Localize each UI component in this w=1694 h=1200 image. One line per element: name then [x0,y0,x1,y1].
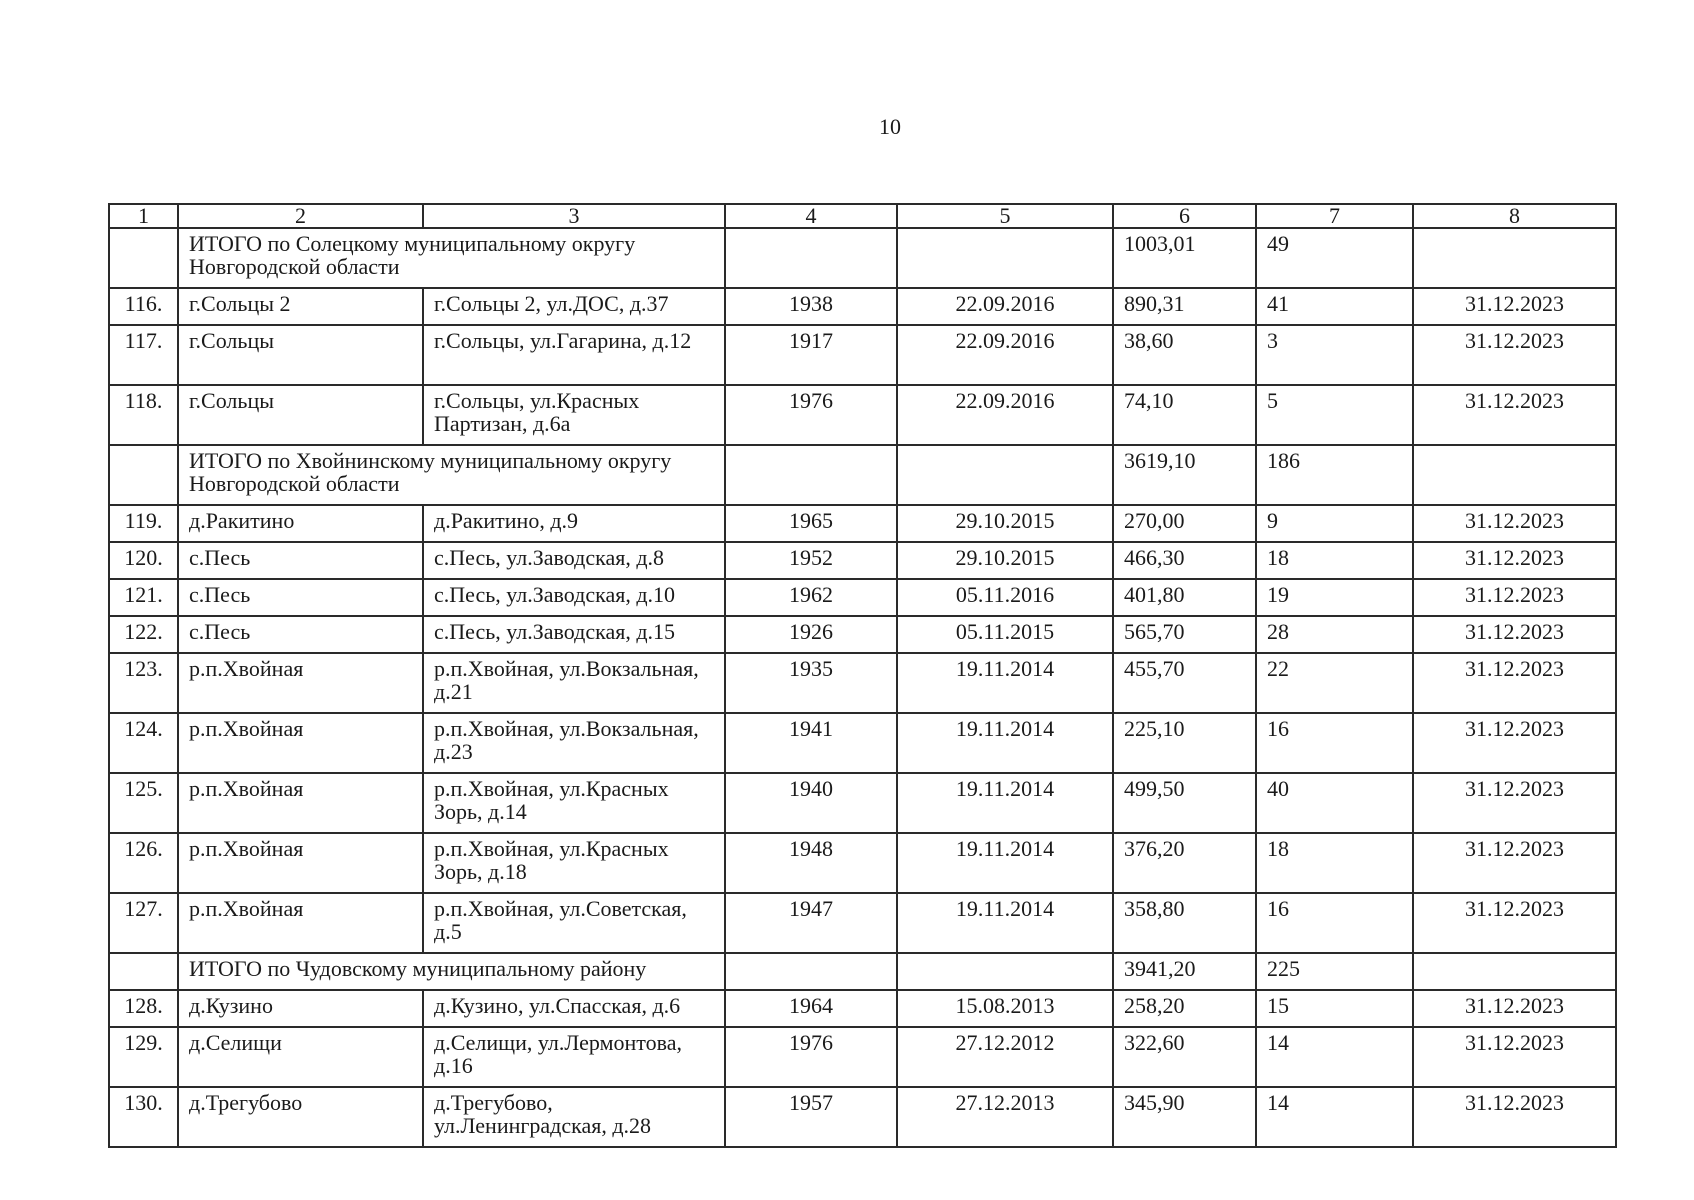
year-cell: 1965 [725,505,897,542]
area-cell: 225,10 [1113,713,1256,773]
year-cell: 1935 [725,653,897,713]
deadline-cell: 31.12.2023 [1413,1087,1616,1147]
settlement-cell: р.п.Хвойная [178,833,423,893]
table-row [109,616,1616,653]
address-cell: с.Песь, ул.Заводская, д.10 [423,579,725,616]
subtotal-label: ИТОГО по Солецкому муниципальному округу Новгородской области [178,228,725,288]
date-cell: 22.09.2016 [897,325,1113,385]
count-cell: 19 [1256,579,1413,616]
deadline-cell: 31.12.2023 [1413,325,1616,385]
address-cell: с.Песь, ул.Заводская, д.8 [423,542,725,579]
row-number-cell: 125. [109,773,178,833]
deadline-cell [1413,953,1616,990]
settlement-cell: р.п.Хвойная [178,713,423,773]
count-cell: 5 [1256,385,1413,445]
year-cell [725,228,897,288]
deadline-cell: 31.12.2023 [1413,385,1616,445]
column-number-row [109,204,1616,228]
date-cell [897,953,1113,990]
row-number-cell: 128. [109,990,178,1027]
year-cell: 1938 [725,288,897,325]
settlement-cell: г.Сольцы [178,325,423,385]
year-cell: 1952 [725,542,897,579]
settlement-cell: г.Сольцы 2 [178,288,423,325]
address-cell: р.п.Хвойная, ул.Вокзальная, д.21 [423,653,725,713]
deadline-cell: 31.12.2023 [1413,288,1616,325]
count-cell: 28 [1256,616,1413,653]
address-cell: р.п.Хвойная, ул.Красных Зорь, д.14 [423,773,725,833]
date-cell: 05.11.2015 [897,616,1113,653]
area-cell: 376,20 [1113,833,1256,893]
table-row [109,773,1616,833]
page-number: 10 [879,114,901,139]
row-number-cell: 116. [109,288,178,325]
year-cell: 1957 [725,1087,897,1147]
date-cell: 19.11.2014 [897,653,1113,713]
address-cell: р.п.Хвойная, ул.Советская, д.5 [423,893,725,953]
area-cell: 322,60 [1113,1027,1256,1087]
table-row [109,579,1616,616]
table-row [109,713,1616,773]
count-cell: 41 [1256,288,1413,325]
address-cell: д.Кузино, ул.Спасская, д.6 [423,990,725,1027]
count-cell: 22 [1256,653,1413,713]
settlement-cell: д.Селищи [178,1027,423,1087]
row-number-cell: 118. [109,385,178,445]
count-cell: 15 [1256,990,1413,1027]
address-cell: д.Селищи, ул.Лермонтова, д.16 [423,1027,725,1087]
deadline-cell: 31.12.2023 [1413,990,1616,1027]
year-cell: 1917 [725,325,897,385]
count-cell: 18 [1256,542,1413,579]
count-cell: 16 [1256,893,1413,953]
year-cell: 1976 [725,1027,897,1087]
settlement-cell: с.Песь [178,542,423,579]
date-cell: 19.11.2014 [897,773,1113,833]
column-number: 3 [423,204,725,228]
deadline-cell [1413,228,1616,288]
settlement-cell: с.Песь [178,579,423,616]
area-cell: 1003,01 [1113,228,1256,288]
date-cell [897,445,1113,505]
deadline-cell: 31.12.2023 [1413,713,1616,773]
year-cell: 1940 [725,773,897,833]
table-row [109,990,1616,1027]
area-cell: 3941,20 [1113,953,1256,990]
date-cell: 29.10.2015 [897,505,1113,542]
subtotal-label: ИТОГО по Чудовскому муниципальному району [178,953,725,990]
area-cell: 466,30 [1113,542,1256,579]
count-cell: 14 [1256,1027,1413,1087]
area-cell: 455,70 [1113,653,1256,713]
table-row [109,1027,1616,1087]
table-row [109,833,1616,893]
date-cell: 27.12.2013 [897,1087,1113,1147]
address-cell: р.п.Хвойная, ул.Красных Зорь, д.18 [423,833,725,893]
year-cell [725,445,897,505]
row-number-cell: 122. [109,616,178,653]
area-cell: 345,90 [1113,1087,1256,1147]
column-number: 7 [1256,204,1413,228]
column-number: 8 [1413,204,1616,228]
column-number: 5 [897,204,1113,228]
table-row [109,893,1616,953]
row-number-cell [109,953,178,990]
row-number-cell [109,445,178,505]
address-cell: д.Трегубово, ул.Ленинградская, д.28 [423,1087,725,1147]
deadline-cell: 31.12.2023 [1413,893,1616,953]
area-cell: 401,80 [1113,579,1256,616]
date-cell: 29.10.2015 [897,542,1113,579]
count-cell: 49 [1256,228,1413,288]
year-cell: 1976 [725,385,897,445]
table-row [109,542,1616,579]
address-cell: г.Сольцы, ул.Гагарина, д.12 [423,325,725,385]
subtotal-label: ИТОГО по Хвойнинскому муниципальному округу Новгородской области [178,445,725,505]
address-cell: р.п.Хвойная, ул.Вокзальная, д.23 [423,713,725,773]
count-cell: 16 [1256,713,1413,773]
date-cell: 19.11.2014 [897,833,1113,893]
count-cell: 186 [1256,445,1413,505]
count-cell: 225 [1256,953,1413,990]
area-cell: 890,31 [1113,288,1256,325]
deadline-cell: 31.12.2023 [1413,616,1616,653]
table-row [109,653,1616,713]
date-cell: 22.09.2016 [897,288,1113,325]
table-body [109,204,1616,1147]
deadline-cell: 31.12.2023 [1413,773,1616,833]
settlement-cell: р.п.Хвойная [178,893,423,953]
row-number-cell: 129. [109,1027,178,1087]
count-cell: 40 [1256,773,1413,833]
date-cell: 05.11.2016 [897,579,1113,616]
deadline-cell: 31.12.2023 [1413,653,1616,713]
deadline-cell: 31.12.2023 [1413,505,1616,542]
deadline-cell: 31.12.2023 [1413,579,1616,616]
settlement-cell: д.Ракитино [178,505,423,542]
area-cell: 258,20 [1113,990,1256,1027]
address-cell: г.Сольцы 2, ул.ДОС, д.37 [423,288,725,325]
year-cell: 1948 [725,833,897,893]
date-cell: 19.11.2014 [897,893,1113,953]
address-cell: д.Ракитино, д.9 [423,505,725,542]
address-cell: г.Сольцы, ул.Красных Партизан, д.6а [423,385,725,445]
date-cell: 22.09.2016 [897,385,1113,445]
settlement-cell: р.п.Хвойная [178,653,423,713]
date-cell: 15.08.2013 [897,990,1113,1027]
year-cell: 1964 [725,990,897,1027]
area-cell: 565,70 [1113,616,1256,653]
settlement-cell: г.Сольцы [178,385,423,445]
row-number-cell: 123. [109,653,178,713]
housing-register-table [108,203,1617,1148]
column-number: 1 [109,204,178,228]
column-number: 2 [178,204,423,228]
year-cell [725,953,897,990]
row-number-cell: 127. [109,893,178,953]
column-number: 6 [1113,204,1256,228]
deadline-cell [1413,445,1616,505]
date-cell: 27.12.2012 [897,1027,1113,1087]
area-cell: 270,00 [1113,505,1256,542]
year-cell: 1941 [725,713,897,773]
deadline-cell: 31.12.2023 [1413,1027,1616,1087]
table-row [109,505,1616,542]
settlement-cell: р.п.Хвойная [178,773,423,833]
year-cell: 1947 [725,893,897,953]
row-number-cell: 124. [109,713,178,773]
year-cell: 1926 [725,616,897,653]
subtotal-row [109,445,1616,505]
table-row [109,385,1616,445]
column-number: 4 [725,204,897,228]
subtotal-row [109,228,1616,288]
settlement-cell: с.Песь [178,616,423,653]
deadline-cell: 31.12.2023 [1413,833,1616,893]
settlement-cell: д.Трегубово [178,1087,423,1147]
row-number-cell: 120. [109,542,178,579]
row-number-cell: 126. [109,833,178,893]
count-cell: 14 [1256,1087,1413,1147]
area-cell: 38,60 [1113,325,1256,385]
settlement-cell: д.Кузино [178,990,423,1027]
count-cell: 9 [1256,505,1413,542]
row-number-cell [109,228,178,288]
row-number-cell: 117. [109,325,178,385]
date-cell: 19.11.2014 [897,713,1113,773]
row-number-cell: 119. [109,505,178,542]
row-number-cell: 121. [109,579,178,616]
count-cell: 3 [1256,325,1413,385]
area-cell: 3619,10 [1113,445,1256,505]
area-cell: 358,80 [1113,893,1256,953]
subtotal-row [109,953,1616,990]
area-cell: 499,50 [1113,773,1256,833]
deadline-cell: 31.12.2023 [1413,542,1616,579]
date-cell [897,228,1113,288]
table-row [109,288,1616,325]
year-cell: 1962 [725,579,897,616]
row-number-cell: 130. [109,1087,178,1147]
table-row [109,325,1616,385]
area-cell: 74,10 [1113,385,1256,445]
table-row [109,1087,1616,1147]
address-cell: с.Песь, ул.Заводская, д.15 [423,616,725,653]
count-cell: 18 [1256,833,1413,893]
